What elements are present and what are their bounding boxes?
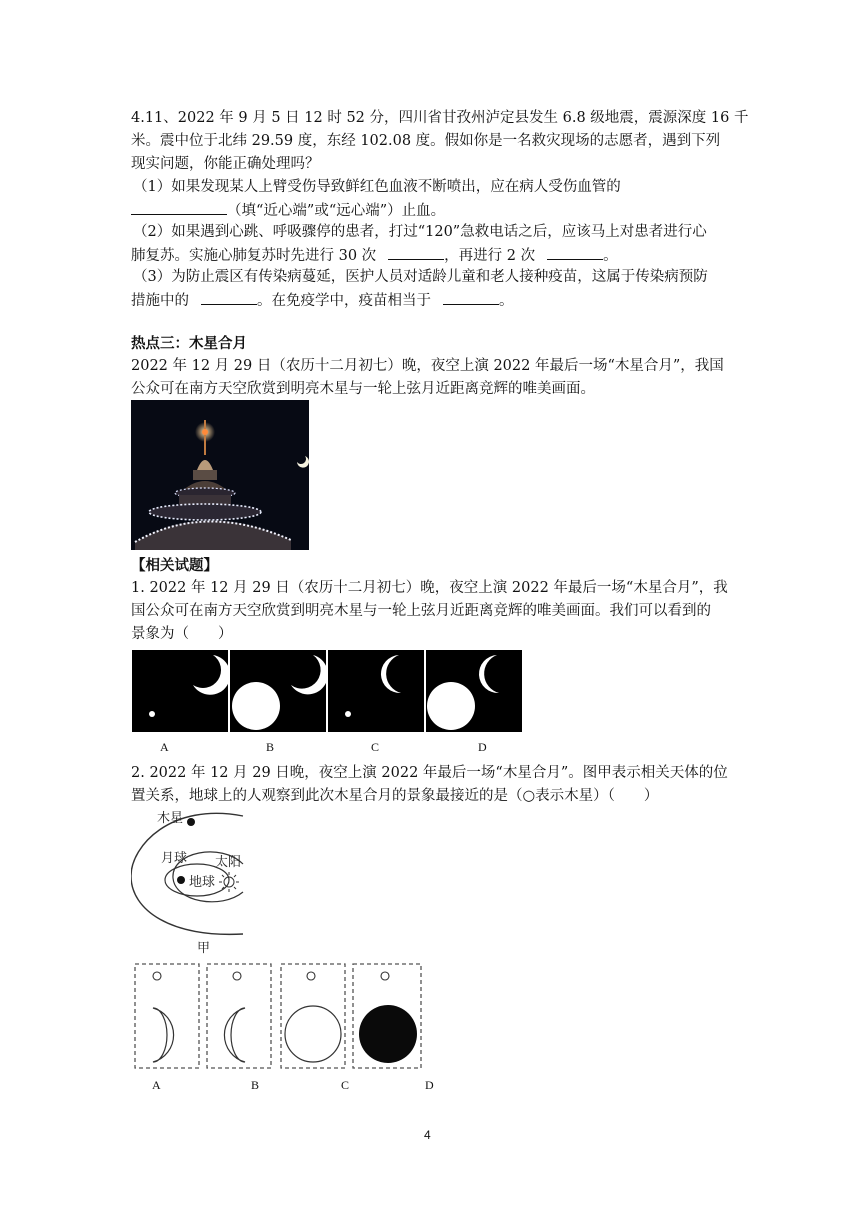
- q411-line-2: 米。震中位于北纬 29.59 度，东经 102.08 度。假如你是一名救灾现场的志愿者，遇到下列: [131, 133, 721, 149]
- q1-line-1: 1. 2022 年 12 月 29 日（农历十二月初七）晚，夜空上演 2022 年最后一场“木星合月”，我: [131, 580, 728, 596]
- q411-part2-line-2: [131, 245, 618, 266]
- related-heading: 【相关试题】: [131, 558, 218, 574]
- q1-option-d-label: D: [478, 740, 487, 754]
- label-jupiter: 木星: [157, 811, 184, 826]
- q411-line-3: 现实问题，你能正确处理吗？: [131, 156, 320, 172]
- answer-blank[interactable]: [388, 245, 444, 260]
- option-c-image: [328, 650, 424, 732]
- q2-option-c-moon: [285, 1006, 341, 1062]
- label-sun: 太阳: [215, 855, 242, 870]
- option-d-image: [426, 650, 522, 732]
- q411-part3-mid: 。在免疫学中，疫苗相当于: [257, 293, 431, 309]
- q411-part2-pre: 肺复苏。实施心肺复苏时先进行 30 次: [131, 248, 377, 264]
- page-number: 4: [424, 1128, 431, 1142]
- q2-option-images: [131, 962, 431, 1072]
- q411-part1-line-2: [131, 200, 445, 221]
- label-moon: 月球: [161, 851, 188, 866]
- orbit-diagram: [131, 806, 251, 954]
- q411-part3-pre: 措施中的: [131, 293, 189, 309]
- label-earth: 地球: [189, 875, 216, 890]
- hot3-intro-line-2: 公众可在南方天空欣赏到明亮木星与一轮上弦月近距离竞辉的唯美画面。: [131, 381, 595, 397]
- q411-part1-line-1: （1）如果发现某人上臂受伤导致鲜红色血液不断喷出，应在病人受伤血管的: [133, 179, 621, 195]
- q2-option-b-label: B: [251, 1078, 260, 1092]
- q411-part1-text: （填“近心端”或“远心端”）止血。: [227, 203, 446, 219]
- q1-option-images: [131, 649, 523, 733]
- q1-option-b-label: B: [266, 740, 275, 754]
- q2-option-a-moon: [153, 1008, 174, 1062]
- q2-option-b-moon: [224, 1008, 245, 1062]
- jupiter-moon-photo: [131, 400, 309, 550]
- q2-line-1: 2. 2022 年 12 月 29 日晚，夜空上演 2022 年最后一场“木星合月”。图甲表示相关天体的位: [131, 765, 728, 781]
- answer-blank[interactable]: [547, 245, 603, 260]
- answer-blank[interactable]: [443, 290, 499, 305]
- q411-part3-line-2: [131, 290, 514, 311]
- q2-option-c-label: C: [341, 1078, 350, 1092]
- option-b-image: [230, 650, 328, 732]
- hot3-intro-line-1: 2022 年 12 月 29 日（农历十二月初七）晚，夜空上演 2022 年最后一场“木星合月”，我国: [131, 358, 724, 374]
- q2-option-a-label: A: [152, 1078, 161, 1092]
- q2-line-2: 置关系，地球上的人观察到此次木星合月的景象最接近的是（○表示木星）（ ）: [131, 788, 659, 804]
- q1-line-3: 景象为（ ）: [131, 626, 233, 642]
- q2-option-d-moon: [359, 1005, 417, 1063]
- q411-part2-end: 。: [603, 248, 618, 264]
- q411-line-1: 4.11、2022 年 9 月 5 日 12 时 52 分，四川省甘孜州泸定县发生 6.8 级地震，震源深度 16 千: [131, 110, 749, 126]
- q411-part3-end: 。: [499, 293, 514, 309]
- option-a-image: [132, 650, 230, 732]
- q2-option-d-label: D: [425, 1078, 434, 1092]
- diagram-caption: 甲: [197, 941, 211, 954]
- q411-part3-line-1: （3）为防止震区有传染病蔓延，医护人员对适龄儿童和老人接种疫苗，这属于传染病预防: [133, 269, 708, 285]
- q1-option-a-label: A: [160, 740, 169, 754]
- q1-line-2: 国公众可在南方天空欣赏到明亮木星与一轮上弦月近距离竞辉的唯美画面。我们可以看到的: [131, 603, 711, 619]
- section-heading-hot3: 热点三：木星合月: [131, 336, 247, 352]
- q1-option-c-label: C: [371, 740, 380, 754]
- q411-part2-line-1: （2）如果遇到心跳、呼吸骤停的患者，打过“120”急救电话之后，应该马上对患者进行心: [133, 224, 707, 240]
- answer-blank[interactable]: [201, 290, 257, 305]
- q411-part2-mid: ，再进行 2 次: [444, 248, 536, 264]
- answer-blank[interactable]: [131, 200, 227, 215]
